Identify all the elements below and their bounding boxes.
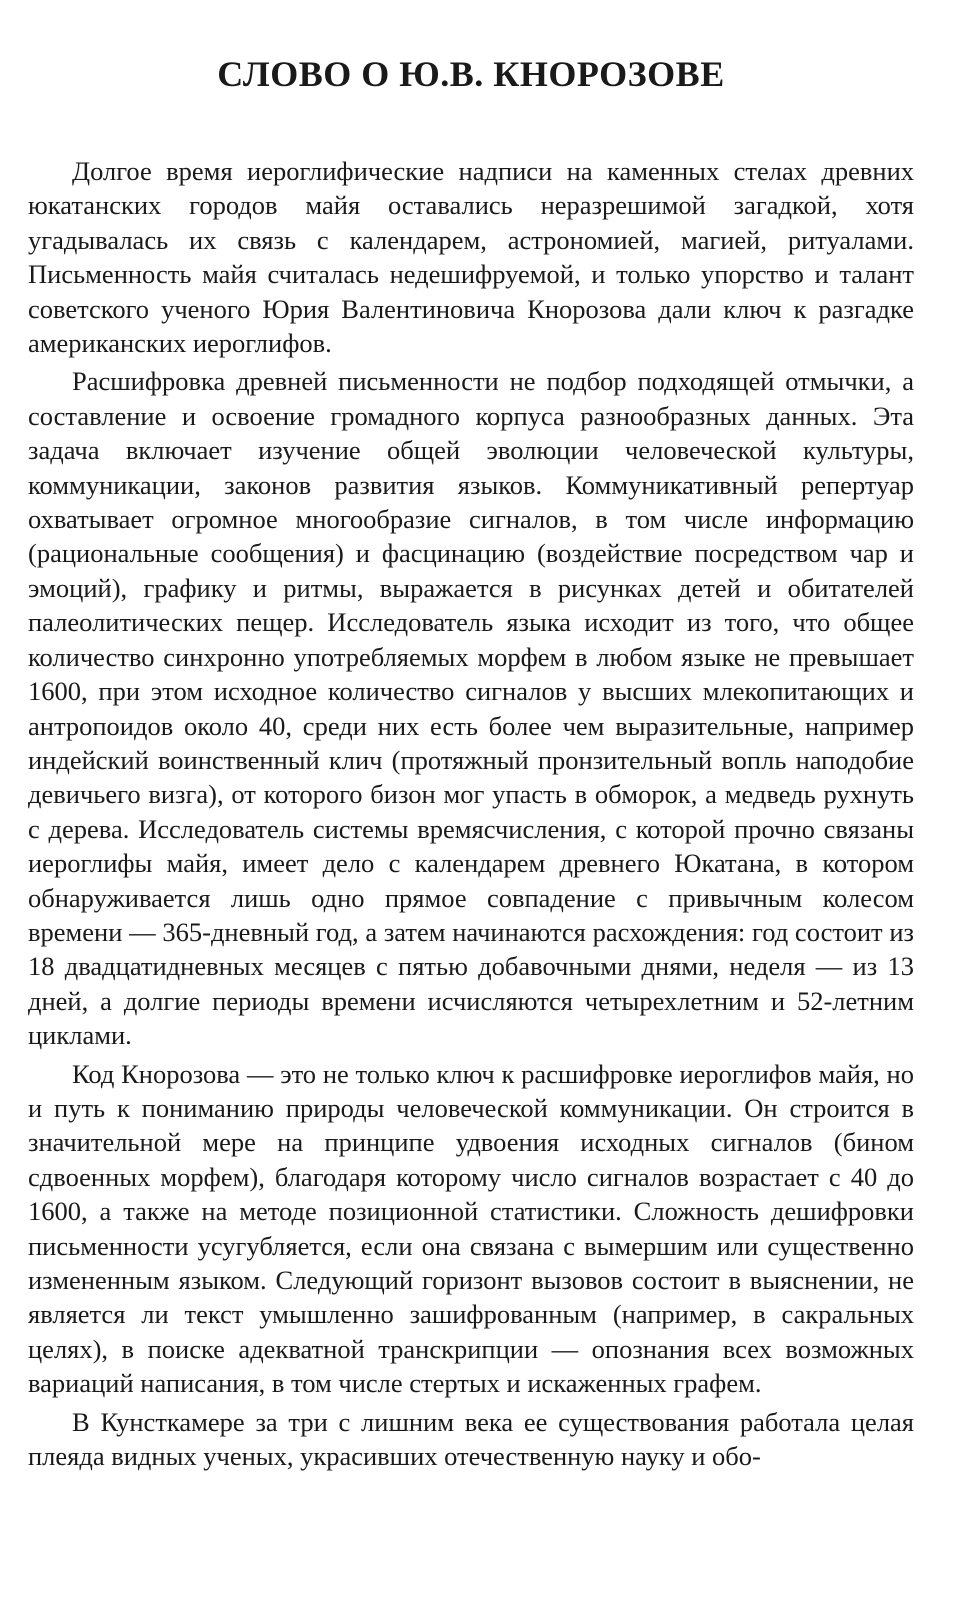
- page-title: СЛОВО О Ю.В. КНОРОЗОВЕ: [217, 54, 725, 94]
- paragraph-1: Долгое время иероглифические надписи на каменных стелах древних юкатанских городов майя оставались неразрешимой загадкой, хотя угадывалась их связь с календарем, астрономией, магией, ритуалами. Письменность майя считалась недешифруемой, и только упорство и талант советского ученого Юрия Валентиновича Кнорозова дали ключ к разгадке американских иероглифов.: [28, 156, 914, 359]
- paragraph-4: В Кунсткамере за три с лишним века ее существования работала целая плеяда видных ученых, украсивших отечественную науку и обо-: [28, 1406, 914, 1472]
- paragraph-3: Код Кнорозова — это не только ключ к расшифровке иероглифов майя, но и путь к пониманию природы человеческой коммуникации. Он строится в значительной мере на принципе удвоения исходных сигналов (бином сдвоенных морфем), благодаря которому число сигналов возрастает с 40 до 1600, а также на методе позиционной статистики. Сложность дешифровки письменности усугубляется, если она связана с вымершим или существенно измененным языком. Следующий горизонт вызовов состоит в выяснении, не является ли текст умышленно зашифрованным (например, в сакральных целях), в поиске адекватной транскрипции — опознания всех возможных вариаций написания, в том числе стертых и искаженных графем.: [28, 1058, 914, 1399]
- document-page: [28, 0, 914, 1600]
- paragraph-2: Расшифровка древней письменности не подбор подходящей отмычки, а составление и освоение громадного корпуса разнообразных данных. Эта задача включает изучение общей эволюции человеческой культуры, коммуникации, законов развития языков. Коммуникативный репертуар охватывает огромное многообразие сигналов, в том числе информацию (рациональные сообщения) и фасцинацию (воздействие посредством чар и эмоций), графику и ритмы, выражается в рисунках детей и обитателей палеолитических пещер. Исследователь языка исходит из того, что общее количество синхронно употребляемых морфем в любом языке не превышает 1600, при этом исходное количество сигналов у высших млекопитающих и антропоидов около 40, среди них есть более чем выразительные, например индейский воинственный клич (протяжный пронзительный вопль наподобие девичьего визга), от которого бизон мог упасть в обморок, а медведь рухнуть с дерева. Исследователь системы времясчисления, с которой прочно связаны иероглифы майя, имеет дело с календарем древнего Юкатана, в котором обнаруживается лишь одно прямое совпадение с привычным колесом времени — 365-дневный год, а затем начинаются расхождения: год состоит из 18 двадцатидневных месяцев с пятью добавочными днями, неделя — из 13 дней, а долгие периоды времени исчисляются четырехлетним и 52-летним циклами.: [28, 366, 914, 1051]
- document-body: [28, 154, 914, 1473]
